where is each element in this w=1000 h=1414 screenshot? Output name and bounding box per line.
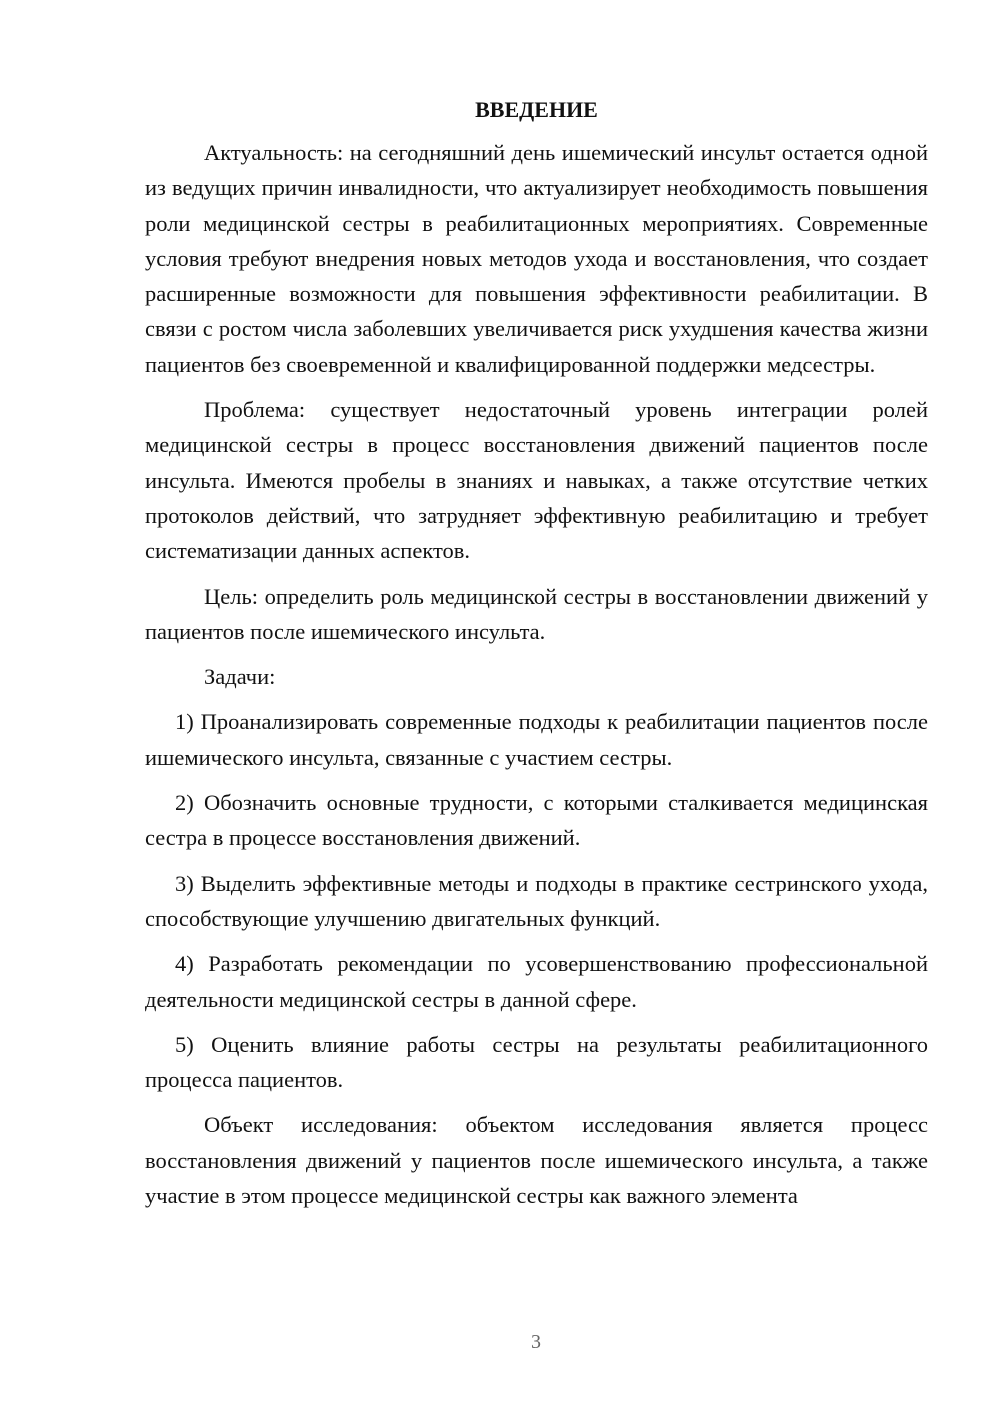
task-item: 1) Проанализировать современные подходы к реабилитации пациентов после ишемического инсульта, связанные с участием сестры. [145, 709, 928, 770]
problem-paragraph: Проблема: существует недостаточный уровень интеграции ролей медицинской сестры в процесс восстановления движений пациентов после инсульта. Имеются пробелы в знаниях и навыках, а также отсутствие четких протоколов действий, что затрудняет эффективную реабилитацию и требует систематизации данных аспектов. [145, 397, 928, 564]
page-number: 3 [531, 1331, 541, 1353]
task-item: 5) Оценить влияние работы сестры на результаты реабилитационного процесса пациентов. [145, 1031, 928, 1093]
tasks-heading: Задачи: [204, 664, 276, 690]
document-page [145, 92, 928, 1213]
task-item: 2) Обозначить основные трудности, с которыми сталкивается медицинская сестра в процессе восстановления движений. [145, 790, 928, 851]
object-paragraph: Объект исследования: объектом исследования является процесс восстановления движений у пациентов после ишемического инсульта, а также участие в этом процессе медицинской сестры как важного элемента [145, 1112, 928, 1209]
task-item: 3) Выделить эффективные методы и подходы в практике сестринского ухода, способствующие улучшению двигательных функций. [145, 870, 928, 931]
goal-paragraph: Цель: определить роль медицинской сестры в восстановлении движений у пациентов после ишемического инсульта. [145, 583, 928, 644]
task-item: 4) Разработать рекомендации по усовершенствованию профессиональной деятельности медицинской сестры в данной сфере. [145, 951, 928, 1012]
relevance-paragraph: Актуальность: на сегодняшний день ишемический инсульт остается одной из ведущих причин инвалидности, что актуализирует необходимость повышения роли медицинской сестры в реабилитационных мероприятиях. Современные условия требуют внедрения новых методов ухода и восстановления, что создает расширенные возможности для повышения эффективности реабилитации. В связи с ростом числа заболевших увеличивается риск ухудшения качества жизни пациентов без своевременной и квалифицированной поддержки медсестры. [145, 140, 928, 377]
section-title: ВВЕДЕНИЕ [475, 97, 598, 122]
